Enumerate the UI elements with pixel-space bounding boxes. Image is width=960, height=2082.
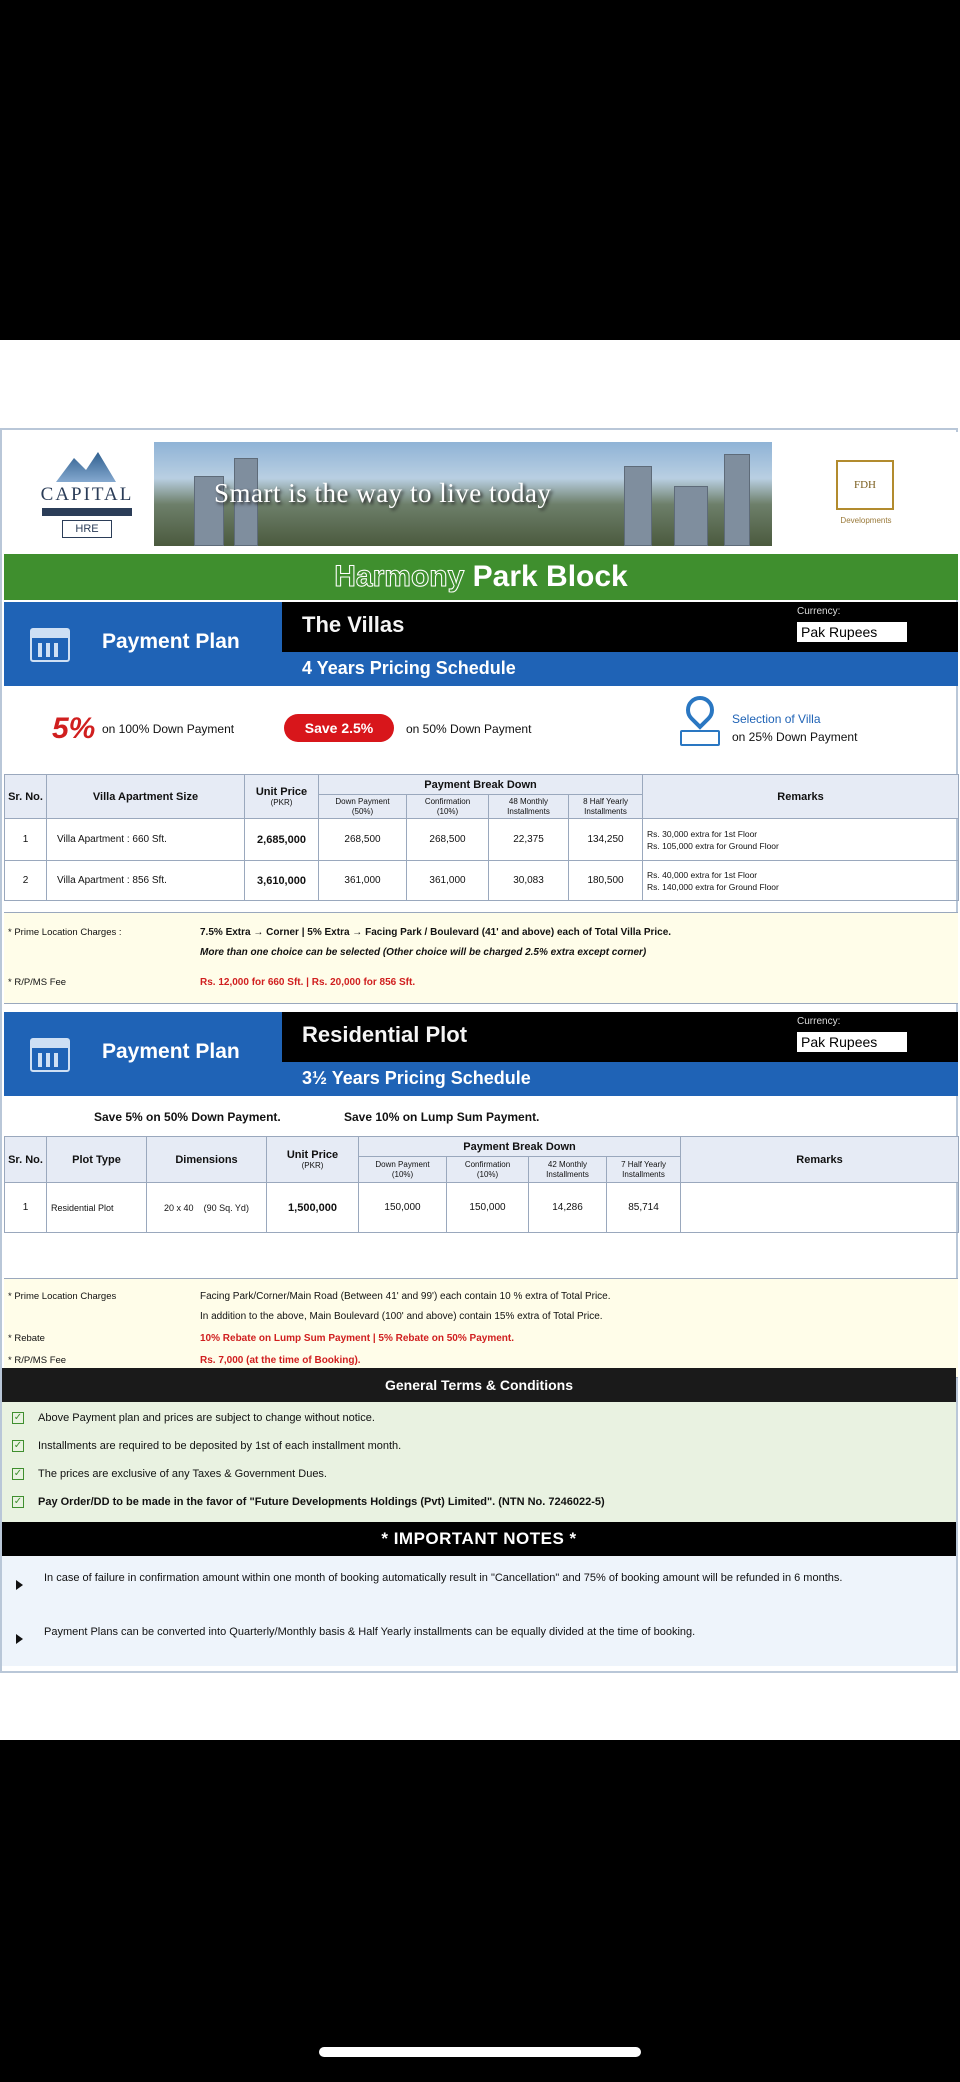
slogan: Smart is the way to live today	[214, 478, 552, 508]
location-pin-icon	[680, 696, 720, 746]
plot-fee-label: * R/P/MS Fee	[8, 1355, 67, 1366]
skyline-icon	[56, 452, 116, 482]
tower-icon	[674, 486, 708, 546]
important-item: In case of failure in confirmation amount within one month of booking automatically result in "Cancellation" and 75% of booking amount will be refunded in 6 months.	[44, 1572, 843, 1584]
villas-plc-line1: 7.5% Extra → Corner | 5% Extra → Facing Park / Boulevard (41' and above) each of Total Villa Price.	[200, 927, 672, 938]
cell-sr: 1	[5, 819, 47, 861]
th-down-sub: (50%)	[351, 806, 374, 816]
th-remarks: Remarks	[681, 1137, 959, 1183]
plot-header	[4, 1012, 958, 1096]
important-list	[2, 1556, 956, 1666]
cell-size: Villa Apartment : 856 Sft.	[47, 861, 245, 901]
cell-sr: 2	[5, 861, 47, 901]
block-title-outline: Harmony	[334, 560, 465, 593]
cell-down: 361,000	[319, 861, 407, 901]
plot-offer-1: Save 5% on 50% Down Payment.	[94, 1110, 281, 1124]
th-down-label: Down Payment	[375, 1159, 430, 1169]
th-conf-sub: (10%)	[476, 1169, 499, 1179]
currency-value: Pak Rupees	[797, 1032, 907, 1052]
th-down-label: Down Payment	[335, 796, 390, 806]
logo-bar	[42, 508, 132, 516]
th-price-sub: (PKR)	[301, 1160, 324, 1170]
tower-icon	[624, 466, 652, 546]
check-icon: ✓	[13, 1412, 23, 1424]
cell-dims-sub: (90 Sq. Yd)	[203, 1202, 249, 1213]
remark-line: Rs. 40,000 extra for 1st Floor	[647, 869, 758, 880]
cell-half: 180,500	[569, 861, 643, 901]
cell-remarks	[681, 1183, 959, 1233]
table-row	[5, 819, 959, 861]
cell-size: Villa Apartment : 660 Sft.	[47, 819, 245, 861]
villas-plc-label: * Prime Location Charges :	[8, 927, 122, 938]
th-price-label: Unit Price	[286, 1148, 339, 1161]
villas-fee-text: Rs. 12,000 for 660 Sft. | Rs. 20,000 for 856 Sft.	[200, 977, 416, 988]
remark-line: Rs. 105,000 extra for Ground Floor	[647, 840, 779, 851]
th-half-sub: Installments	[622, 1169, 665, 1179]
capital-logo	[32, 452, 142, 542]
th-sr: Sr. No.	[5, 1137, 47, 1183]
term-item	[12, 1468, 327, 1480]
term-item	[12, 1412, 375, 1424]
th-price	[245, 775, 319, 819]
cell-monthly: 14,286	[529, 1183, 607, 1233]
th-conf	[447, 1157, 529, 1183]
villas-plan-label-box	[4, 602, 282, 686]
th-half-label: 7 Half Yearly	[621, 1159, 666, 1169]
th-price-label: Unit Price	[255, 785, 308, 798]
offer-5-text: on 100% Down Payment	[102, 722, 235, 736]
plot-rebate-text: 10% Rebate on Lump Sum Payment | 5% Rebate on 50% Payment.	[200, 1333, 514, 1344]
plot-schedule: 3½ Years Pricing Schedule	[302, 1068, 531, 1088]
villas-title-bar	[282, 602, 958, 652]
th-size: Villa Apartment Size	[47, 775, 245, 819]
th-conf-sub: (10%)	[436, 806, 459, 816]
cell-sr: 1	[5, 1183, 47, 1233]
cell-half: 134,250	[569, 819, 643, 861]
plot-table	[4, 1136, 959, 1233]
th-breakdown: Payment Break Down	[359, 1137, 681, 1157]
th-breakdown: Payment Break Down	[319, 775, 643, 795]
cell-price: 3,610,000	[245, 861, 319, 901]
plot-plc-line2: In addition to the above, Main Boulevard (100' and above) contain 15% extra of Total Price.	[200, 1311, 603, 1322]
block-title	[4, 554, 958, 600]
calendar-icon	[30, 628, 70, 662]
th-conf-label: Confirmation	[464, 1159, 511, 1169]
remark-line: Rs. 30,000 extra for 1st Floor	[647, 828, 758, 839]
villas-title: The Villas	[302, 612, 405, 637]
villas-fee-label: * R/P/MS Fee	[8, 977, 67, 988]
th-half-label: 8 Half Yearly	[583, 796, 628, 806]
terms-list	[2, 1402, 956, 1522]
save-pill: Save 2.5%	[284, 714, 394, 742]
developer-sub: Developments	[840, 516, 892, 525]
cell-conf: 150,000	[447, 1183, 529, 1233]
cell-conf: 268,500	[407, 819, 489, 861]
th-dims: Dimensions	[147, 1137, 267, 1183]
cell-remarks	[643, 819, 959, 861]
cell-monthly: 30,083	[489, 861, 569, 901]
plot-fee-text: Rs. 7,000 (at the time of Booking).	[200, 1355, 361, 1366]
cell-remarks	[643, 861, 959, 901]
check-icon: ✓	[13, 1440, 23, 1452]
cell-down: 268,500	[319, 819, 407, 861]
cell-down: 150,000	[359, 1183, 447, 1233]
term-item	[12, 1440, 401, 1452]
th-price-sub: (PKR)	[270, 797, 293, 807]
plot-offers	[4, 1098, 958, 1136]
th-monthly-label: 42 Monthly	[547, 1159, 588, 1169]
plot-title-bar	[282, 1012, 958, 1062]
th-down	[319, 795, 407, 819]
th-half-sub: Installments	[584, 806, 627, 816]
term-text: Installments are required to be deposited by 1st of each installment month.	[38, 1440, 402, 1452]
th-monthly	[529, 1157, 607, 1183]
villas-plan-label: Payment Plan	[102, 630, 240, 653]
cell-price: 2,685,000	[245, 819, 319, 861]
cell-conf: 361,000	[407, 861, 489, 901]
check-icon: ✓	[13, 1496, 23, 1508]
th-sr: Sr. No.	[5, 775, 47, 819]
logo-name: CAPITAL	[40, 484, 134, 505]
term-text: Above Payment plan and prices are subject to change without notice.	[38, 1412, 375, 1424]
th-monthly-sub: Installments	[546, 1169, 589, 1179]
terms-title: General Terms & Conditions	[2, 1368, 956, 1402]
selection-title: Selection of Villa	[732, 712, 821, 726]
home-indicator[interactable]	[319, 2047, 641, 2057]
plot-plan-label-box	[4, 1012, 282, 1096]
selection-text: on 25% Down Payment	[732, 730, 858, 744]
th-conf-label: Confirmation	[424, 796, 471, 806]
villas-table	[4, 774, 959, 901]
remark-line: Rs. 140,000 extra for Ground Floor	[647, 881, 779, 892]
th-down	[359, 1157, 447, 1183]
table-row	[5, 861, 959, 901]
th-half	[607, 1157, 681, 1183]
plot-offer-2: Save 10% on Lump Sum Payment.	[344, 1110, 540, 1124]
th-monthly-label: 48 Monthly	[508, 796, 549, 806]
term-text: Pay Order/DD to be made in the favor of "Future Developments Holdings (Pvt) Limited". (NTN No. 7246022-5)	[38, 1496, 605, 1508]
arrow-icon	[16, 1634, 23, 1644]
cell-monthly: 22,375	[489, 819, 569, 861]
plot-schedule-bar	[282, 1062, 958, 1096]
villas-notes	[4, 912, 958, 1004]
cell-price: 1,500,000	[267, 1183, 359, 1233]
offer-5-percent: 5%	[52, 712, 96, 745]
logo-sub: HRE	[62, 520, 112, 538]
th-price	[267, 1137, 359, 1183]
villas-header	[4, 602, 958, 686]
term-text: The prices are exclusive of any Taxes & Government Dues.	[38, 1468, 327, 1480]
currency-value: Pak Rupees	[797, 622, 907, 642]
term-item	[12, 1496, 605, 1508]
currency-label: Currency:	[797, 1016, 841, 1027]
block-title-rest: Park Block	[464, 560, 628, 593]
hero-image	[154, 442, 772, 546]
calendar-icon	[30, 1038, 70, 1072]
th-down-sub: (10%)	[391, 1169, 414, 1179]
developer-logo: FDH	[836, 460, 894, 510]
important-title: * IMPORTANT NOTES *	[2, 1522, 956, 1556]
th-half	[569, 795, 643, 819]
th-conf	[407, 795, 489, 819]
cell-dims-value: 20 x 40	[164, 1202, 194, 1213]
table-row	[5, 1183, 959, 1233]
plot-plc-label: * Prime Location Charges	[8, 1291, 117, 1302]
important-item: Payment Plans can be converted into Quarterly/Monthly basis & Half Yearly installments can be equally divided at the time of booking.	[44, 1626, 696, 1638]
currency-label: Currency:	[797, 606, 841, 617]
plot-rebate-label: * Rebate	[8, 1333, 45, 1344]
plot-plc-line1: Facing Park/Corner/Main Road (Between 41' and 99') each contain 10 % extra of Total Price.	[200, 1291, 611, 1302]
offer-save-text: on 50% Down Payment	[406, 722, 532, 736]
th-monthly-sub: Installments	[507, 806, 550, 816]
villas-plc-line2: More than one choice can be selected (Other choice will be charged 2.5% extra except corner)	[200, 947, 647, 958]
cell-half: 85,714	[607, 1183, 681, 1233]
plot-title: Residential Plot	[302, 1022, 468, 1047]
tower-icon	[724, 454, 750, 546]
check-icon: ✓	[13, 1468, 23, 1480]
villas-schedule-bar	[282, 652, 958, 686]
arrow-icon	[16, 1580, 23, 1590]
th-monthly	[489, 795, 569, 819]
th-type: Plot Type	[47, 1137, 147, 1183]
plot-notes	[4, 1278, 958, 1378]
villas-schedule: 4 Years Pricing Schedule	[302, 658, 516, 678]
villas-offers	[4, 686, 958, 774]
cell-type: Residential Plot	[47, 1183, 147, 1233]
th-remarks: Remarks	[643, 775, 959, 819]
cell-dims	[147, 1183, 267, 1233]
header-banner	[4, 432, 958, 554]
plot-plan-label: Payment Plan	[102, 1040, 240, 1063]
